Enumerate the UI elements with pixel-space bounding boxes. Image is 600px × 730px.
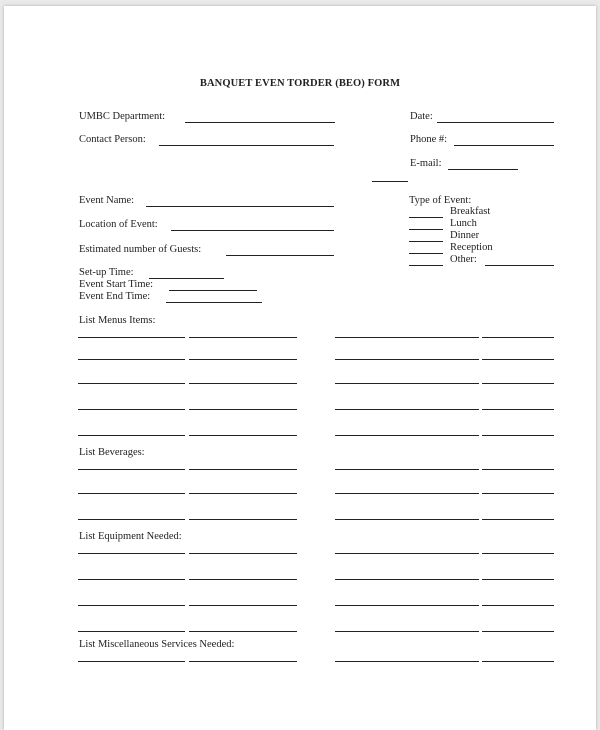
- end-time-line[interactable]: [166, 302, 262, 303]
- entry-line[interactable]: [335, 359, 479, 360]
- entry-line[interactable]: [78, 519, 185, 520]
- entry-line[interactable]: [482, 469, 554, 470]
- entry-line[interactable]: [189, 661, 297, 662]
- location-label: Location of Event:: [79, 219, 158, 230]
- entry-line[interactable]: [482, 631, 554, 632]
- email-line-extra[interactable]: [372, 181, 408, 182]
- equipment-heading: List Equipment Needed:: [79, 531, 182, 542]
- location-line[interactable]: [171, 230, 334, 231]
- contact-person-label: Contact Person:: [79, 134, 146, 145]
- beverages-heading: List Beverages:: [79, 447, 145, 458]
- entry-line[interactable]: [189, 409, 297, 410]
- dinner-checkline[interactable]: [409, 241, 443, 242]
- entry-line[interactable]: [482, 409, 554, 410]
- phone-line[interactable]: [454, 145, 554, 146]
- misc-heading: List Miscellaneous Services Needed:: [79, 639, 235, 650]
- phone-label: Phone #:: [410, 134, 448, 145]
- department-label: UMBC Department:: [79, 111, 166, 122]
- entry-line[interactable]: [335, 519, 479, 520]
- entry-line[interactable]: [78, 579, 185, 580]
- other-line[interactable]: [485, 265, 554, 266]
- entry-line[interactable]: [482, 605, 554, 606]
- reception-checkline[interactable]: [409, 253, 443, 254]
- entry-line[interactable]: [189, 631, 297, 632]
- entry-line[interactable]: [189, 553, 297, 554]
- entry-line[interactable]: [189, 519, 297, 520]
- guests-label: Estimated number of Guests:: [79, 244, 202, 255]
- entry-line[interactable]: [189, 337, 297, 338]
- other-checkline[interactable]: [409, 265, 443, 266]
- entry-line[interactable]: [189, 383, 297, 384]
- entry-line[interactable]: [335, 409, 479, 410]
- entry-line[interactable]: [78, 435, 185, 436]
- setup-time-line[interactable]: [149, 278, 224, 279]
- entry-line[interactable]: [335, 553, 479, 554]
- entry-line[interactable]: [189, 435, 297, 436]
- end-time-label: Event End Time:: [79, 291, 151, 302]
- entry-line[interactable]: [189, 469, 297, 470]
- entry-line[interactable]: [482, 337, 554, 338]
- entry-line[interactable]: [482, 359, 554, 360]
- entry-line[interactable]: [482, 553, 554, 554]
- date-label: Date:: [410, 111, 433, 122]
- form-title: BANQUET EVEN TORDER (BEO) FORM: [199, 78, 401, 89]
- entry-line[interactable]: [482, 661, 554, 662]
- entry-line[interactable]: [78, 493, 185, 494]
- event-type-label: Type of Event:: [409, 195, 472, 206]
- start-time-label: Event Start Time:: [79, 279, 154, 290]
- entry-line[interactable]: [78, 337, 185, 338]
- event-type-dinner: Dinner: [450, 230, 480, 241]
- entry-line[interactable]: [335, 605, 479, 606]
- email-label: E-mail:: [410, 158, 442, 169]
- event-name-line[interactable]: [146, 206, 334, 207]
- entry-line[interactable]: [78, 605, 185, 606]
- breakfast-checkline[interactable]: [409, 217, 443, 218]
- event-type-breakfast: Breakfast: [450, 206, 491, 217]
- entry-line[interactable]: [482, 493, 554, 494]
- contact-person-line[interactable]: [159, 145, 334, 146]
- menus-heading: List Menus Items:: [79, 315, 156, 326]
- entry-line[interactable]: [482, 519, 554, 520]
- event-type-reception: Reception: [450, 242, 493, 253]
- entry-line[interactable]: [335, 337, 479, 338]
- date-line[interactable]: [437, 122, 554, 123]
- entry-line[interactable]: [78, 469, 185, 470]
- entry-line[interactable]: [482, 435, 554, 436]
- form-page: [4, 6, 596, 730]
- entry-line[interactable]: [78, 661, 185, 662]
- event-type-other: Other:: [450, 254, 477, 265]
- entry-line[interactable]: [189, 605, 297, 606]
- entry-line[interactable]: [78, 631, 185, 632]
- entry-line[interactable]: [335, 383, 479, 384]
- entry-line[interactable]: [189, 579, 297, 580]
- entry-line[interactable]: [335, 631, 479, 632]
- entry-line[interactable]: [335, 469, 479, 470]
- entry-line[interactable]: [335, 661, 479, 662]
- entry-line[interactable]: [335, 435, 479, 436]
- entry-line[interactable]: [482, 383, 554, 384]
- entry-line[interactable]: [78, 553, 185, 554]
- entry-line[interactable]: [78, 383, 185, 384]
- entry-line[interactable]: [482, 579, 554, 580]
- event-name-label: Event Name:: [79, 195, 135, 206]
- entry-line[interactable]: [335, 579, 479, 580]
- department-line[interactable]: [185, 122, 335, 123]
- guests-line[interactable]: [226, 255, 334, 256]
- entry-line[interactable]: [335, 493, 479, 494]
- entry-line[interactable]: [78, 359, 185, 360]
- event-type-lunch: Lunch: [450, 218, 477, 229]
- setup-time-label: Set-up Time:: [79, 267, 134, 278]
- entry-line[interactable]: [189, 493, 297, 494]
- start-time-line[interactable]: [169, 290, 257, 291]
- lunch-checkline[interactable]: [409, 229, 443, 230]
- email-line[interactable]: [448, 169, 518, 170]
- entry-line[interactable]: [78, 409, 185, 410]
- entry-line[interactable]: [189, 359, 297, 360]
